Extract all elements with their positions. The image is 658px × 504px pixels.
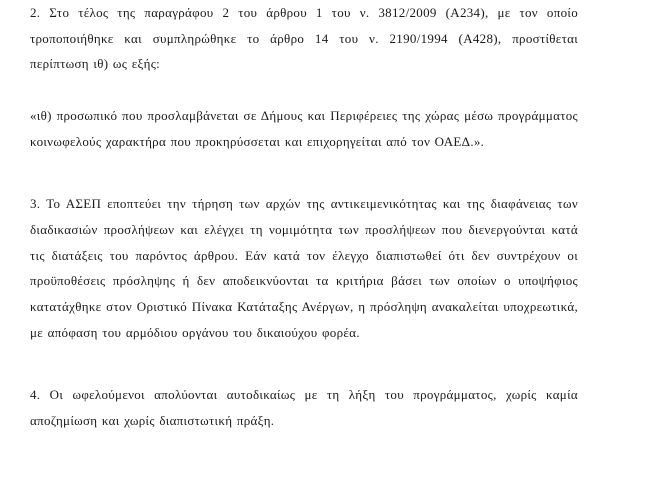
document-page <box>30 0 578 434</box>
paragraph-2: 2. Στο τέλος της παραγράφου 2 του άρθρου 1 του ν. 3812/2009 (Α234), με τον οποίο τροποποιήθηκε και συμπληρώθηκε το άρθρο 14 του ν. 2190/1994 (Α428), προστίθεται περίπτωση ιθ) ως εξής: <box>30 5 578 72</box>
paragraph-3: 3. Το ΑΣΕΠ εποπτεύει την τήρηση των αρχών της αντικειμενικότητας και της διαφάνειας των διαδικασιών προσλήψεων και ελέγχει τη νομιμότητα των προσλήψεων που διενεργούνται κατά τις διατάξεις του παρόντος άρθρου. Εάν κατά τον έλεγχο διαπιστωθεί ότι δεν συντρέχουν οι προϋποθέσεις πρόσληψης ή δεν αποδεικνύονται τα κριτήρια βάσει των οποίων ο υποψήφιος κατατάχθηκε στον Οριστικό Πίνακα Κατάταξης Ανέργων, η πρόσληψη ανακαλείται υποχρεωτικά, με απόφαση του αρμόδιου οργάνου του δικαιούχου φορέα. <box>30 196 578 340</box>
paragraph-4: 4. Οι ωφελούμενοι απολύονται αυτοδικαίως με τη λήξη του προγράμματος, χωρίς καμία αποζημίωση και χωρίς διαπιστωτική πράξη. <box>30 387 578 429</box>
spacer <box>30 154 578 191</box>
paragraph-2-quote: «ιθ) προσωπικό που προσλαμβάνεται σε Δήμους και Περιφέρειες της χώρας μέσω προγράμματος κοινωφελούς χαρακτήρα που προκηρύσσεται και επιχορηγείται από τον ΟΑΕΔ.». <box>30 107 578 149</box>
spacer <box>30 77 578 103</box>
spacer <box>30 345 578 382</box>
